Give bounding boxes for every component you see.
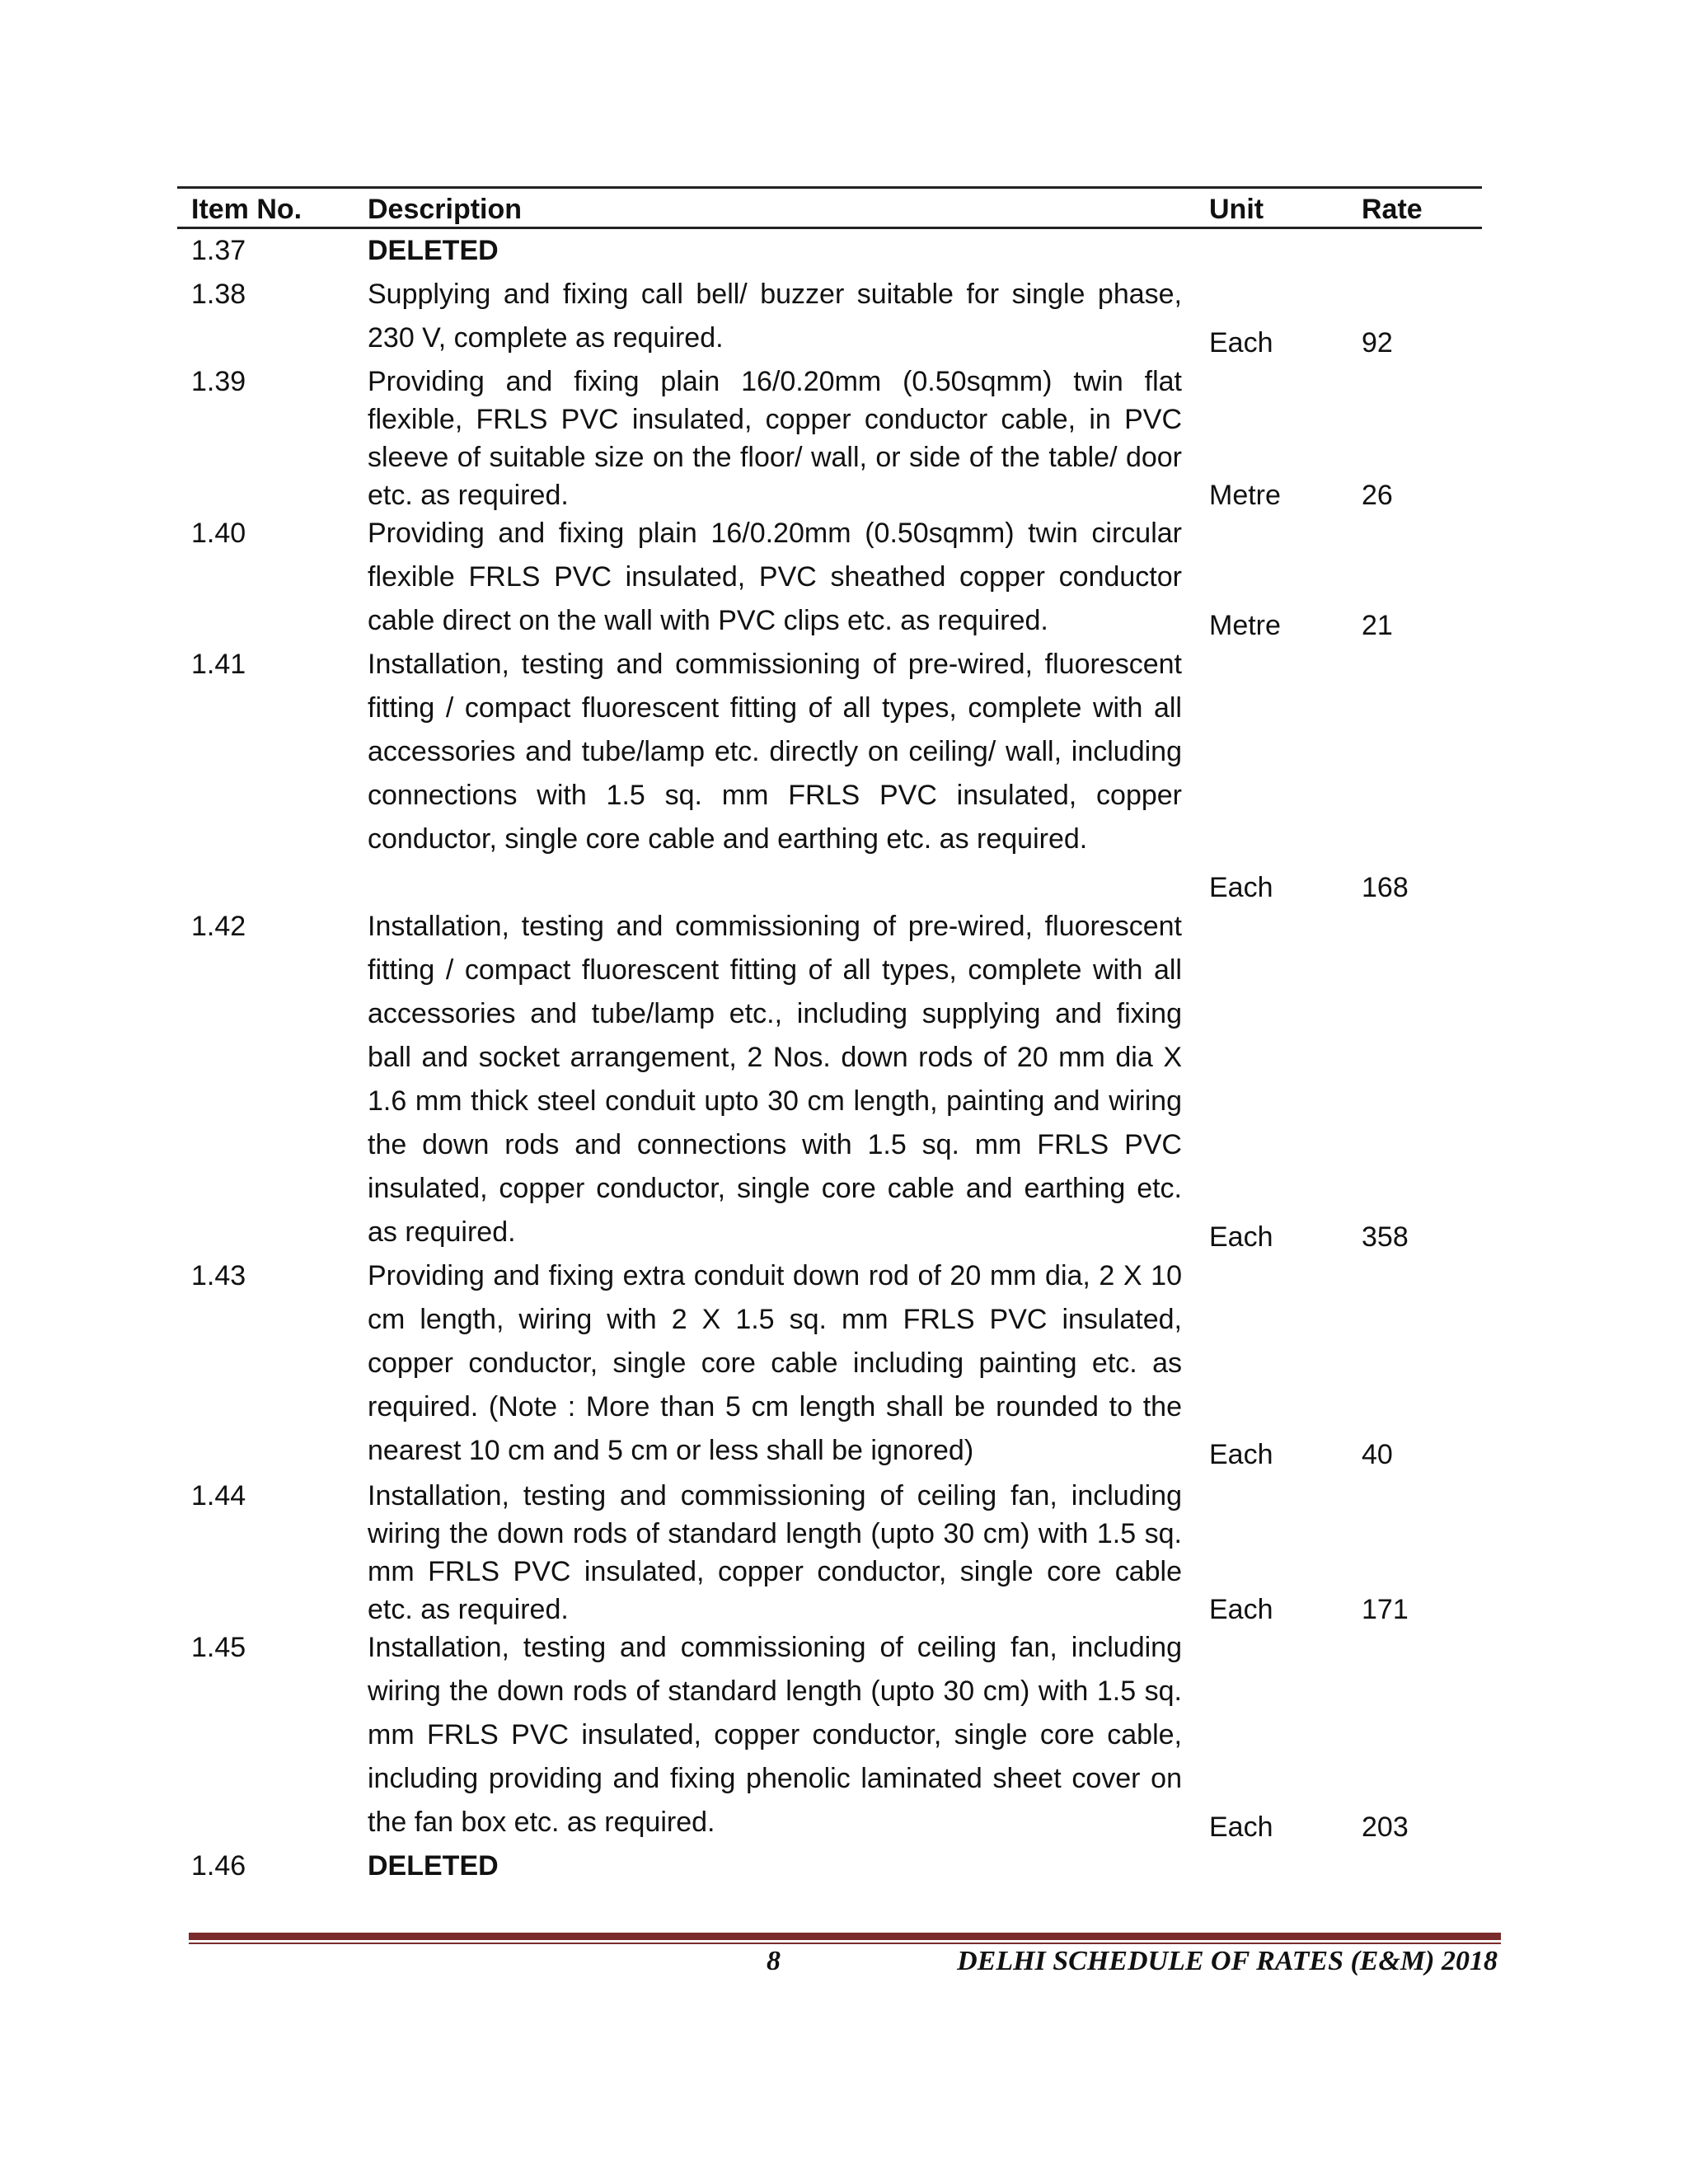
item-rate: 358 xyxy=(1362,1221,1409,1253)
item-description: Providing and fixing extra conduit down rod of 20 mm dia, 2 X 10 cm length, wiring with 2 X 1.5 sq. mm FRLS PVC insulated, copper conductor, single core cable including painting etc. as required. (Note : More than 5 cm length shall be rounded to the nearest 10 cm and 5 cm or less shall be ignored) xyxy=(368,1260,1182,1466)
item-description: Providing and fixing plain 16/0.20mm (0.50sqmm) twin flat flexible, FRLS PVC insulated, copper conductor cable, in PVC sleeve of suitable size on the floor/ wall, or side of the table/ door etc. as required. xyxy=(368,366,1182,511)
item-number: 1.40 xyxy=(191,518,246,549)
item-unit: Each xyxy=(1209,1594,1273,1625)
header-top-rule xyxy=(177,186,1482,189)
item-number: 1.41 xyxy=(191,649,246,680)
item-rate: 92 xyxy=(1362,327,1393,359)
item-number: 1.46 xyxy=(191,1850,246,1882)
item-rate: 203 xyxy=(1362,1811,1409,1843)
item-number: 1.45 xyxy=(191,1632,246,1663)
item-description: Installation, testing and commissioning of ceiling fan, including wiring the down rods of standard length (upto 30 cm) with 1.5 sq. mm FRLS PVC insulated, copper conductor, single core cable etc. as required. xyxy=(368,1480,1182,1625)
item-number: 1.42 xyxy=(191,911,246,942)
footer-document-title: DELHI SCHEDULE OF RATES (E&M) 2018 xyxy=(957,1946,1498,1976)
footer-rule xyxy=(189,1933,1501,1940)
item-number: 1.38 xyxy=(191,279,246,310)
item-description: Installation, testing and commissioning of ceiling fan, including wiring the down rods of standard length (upto 30 cm) with 1.5 sq. mm FRLS PVC insulated, copper conductor, single core cable, including providing and fixing phenolic laminated sheet cover on the fan box etc. as required. xyxy=(368,1632,1182,1838)
item-description: Supplying and fixing call bell/ buzzer suitable for single phase, 230 V, complete as required. xyxy=(368,279,1182,354)
item-unit: Each xyxy=(1209,1811,1273,1843)
item-unit: Each xyxy=(1209,1439,1273,1470)
item-rate: 40 xyxy=(1362,1439,1393,1470)
item-description: Installation, testing and commissioning of pre-wired, fluorescent fitting / compact fluorescent fitting of all types, complete with all accessories and tube/lamp etc. directly on ceiling/ wall, including connections with 1.5 sq. mm FRLS PVC insulated, copper conductor, single core cable and earthing etc. as required. xyxy=(368,649,1182,855)
item-description: DELETED xyxy=(368,235,499,266)
item-number: 1.37 xyxy=(191,235,246,266)
header-rate: Rate xyxy=(1362,194,1423,225)
item-unit: Each xyxy=(1209,327,1273,359)
page-number: 8 xyxy=(767,1946,781,1976)
header-description: Description xyxy=(368,194,523,225)
item-number: 1.39 xyxy=(191,366,246,397)
item-unit: Metre xyxy=(1209,610,1281,641)
item-description: Installation, testing and commissioning of pre-wired, fluorescent fitting / compact fluorescent fitting of all types, complete with all accessories and tube/lamp etc., including supplying and fixing ball and socket arrangement, 2 Nos. down rods of 20 mm dia X 1.6 mm thick steel conduit upto 30 cm length, painting and wiring the down rods and connections with 1.5 sq. mm FRLS PVC insulated, copper conductor, single core cable and earthing etc. as required. xyxy=(368,911,1182,1248)
item-number: 1.43 xyxy=(191,1260,246,1291)
item-unit: Metre xyxy=(1209,480,1281,511)
header-unit: Unit xyxy=(1209,194,1264,225)
header-item-no: Item No. xyxy=(191,194,302,225)
item-description: Providing and fixing plain 16/0.20mm (0.50sqmm) twin circular flexible FRLS PVC insulated, PVC sheathed copper conductor cable direct on the wall with PVC clips etc. as required. xyxy=(368,518,1182,636)
item-rate: 26 xyxy=(1362,480,1393,511)
item-rate: 21 xyxy=(1362,610,1393,641)
item-description: DELETED xyxy=(368,1850,499,1882)
item-rate: 168 xyxy=(1362,872,1409,903)
item-number: 1.44 xyxy=(191,1480,246,1511)
item-unit: Each xyxy=(1209,1221,1273,1253)
item-unit: Each xyxy=(1209,872,1273,903)
item-rate: 171 xyxy=(1362,1594,1409,1625)
